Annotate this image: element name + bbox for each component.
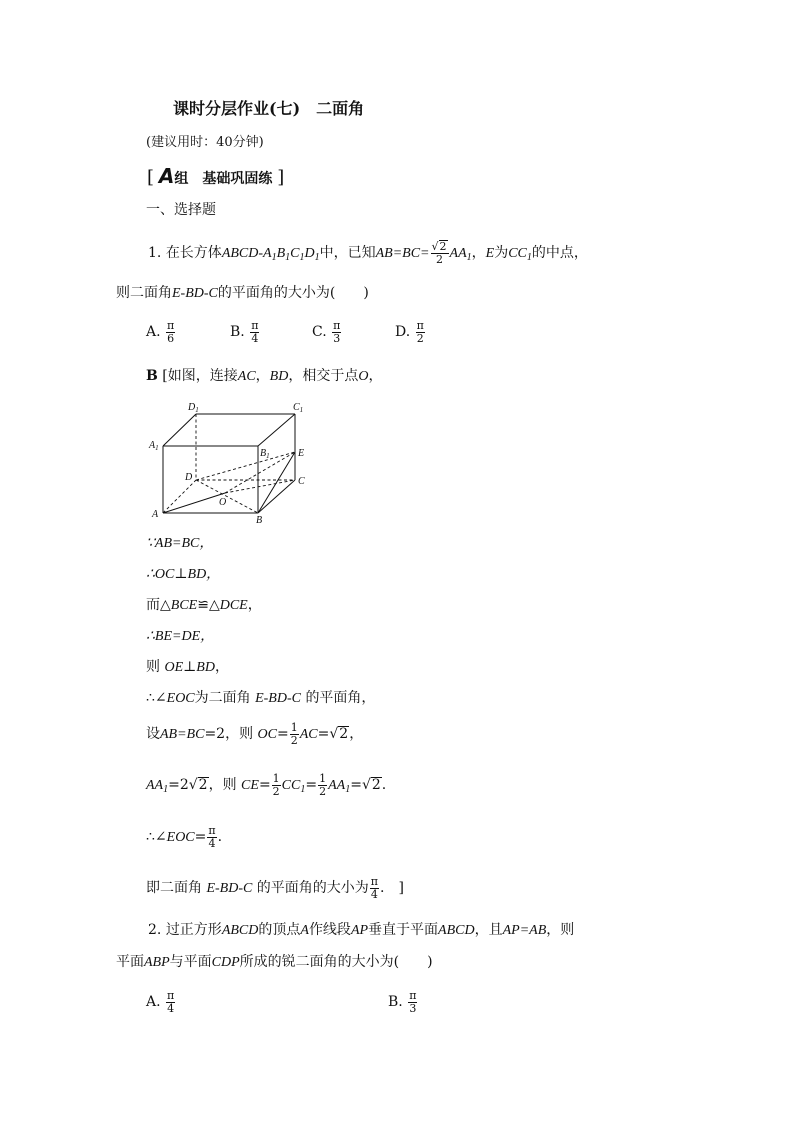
q1-fraction: $\frac{√2}{2}$ bbox=[431, 240, 447, 267]
segment-a-o bbox=[163, 493, 225, 513]
q1-eq: AB=BC= bbox=[375, 245, 430, 261]
solution-step-5: 则 OE⊥BD， bbox=[146, 659, 229, 675]
bracket-close: ] bbox=[277, 167, 285, 188]
group-label: 组 基础巩固练 bbox=[174, 171, 273, 187]
q1-number: 1. bbox=[148, 244, 162, 261]
solution-step-2: ∴OC⊥BD， bbox=[146, 567, 221, 582]
q1-aa: $AA_1$ bbox=[449, 245, 472, 263]
q1-line2: 则二面角E-BD-C的平面角的大小为( ) bbox=[116, 285, 369, 301]
q1-solid: ABCD-$A_1B_1C_1D_1$ bbox=[221, 245, 320, 263]
solution-step-1: ∵AB=BC， bbox=[146, 536, 214, 551]
q1-option-b: B. $\frac{\pi}{4}$ bbox=[230, 319, 259, 345]
solution-step-4: ∴BE=DE， bbox=[146, 629, 215, 644]
diagonal-d-b bbox=[196, 480, 258, 513]
q1-cc: $CC_1$ bbox=[508, 245, 532, 263]
edge-b-c bbox=[258, 480, 295, 513]
q2-line2: 平面ABP与平面CDP所成的锐二面角的大小为( ) bbox=[116, 954, 433, 970]
label-e: E bbox=[298, 448, 305, 459]
q1-option-c: C. $\frac{\pi}{3}$ bbox=[312, 319, 341, 345]
solution-step-3: 而△BCE≌△DCE， bbox=[146, 597, 262, 613]
label-a1: $A_1$ bbox=[149, 440, 159, 452]
segment-b-e bbox=[258, 452, 295, 513]
label-d1: $D_1$ bbox=[188, 402, 199, 414]
suggested-time: (建议用时：40分钟) bbox=[146, 135, 264, 150]
solution-step-6: ∴∠EOC为二面角 E-BD-C 的平面角， bbox=[146, 690, 376, 706]
label-c1: $C_1$ bbox=[293, 402, 304, 414]
group-letter: A bbox=[158, 164, 175, 188]
q1-answer-letter: B bbox=[146, 368, 158, 384]
label-a: A bbox=[152, 509, 159, 520]
q1-line1: 1. 在长方体ABCD-$A_1B_1C_1D_1$中，已知AB=BC= $\frac{√2}{2}$ $AA_1$，E为$CC_1$的中点， bbox=[148, 240, 588, 267]
solution-step-7: 设AB=BC=2，则 OC= $\frac{1}{2}$ AC=√2， bbox=[146, 721, 364, 747]
edge-b1-c1 bbox=[258, 414, 295, 446]
q1-text: 在长方体 bbox=[165, 244, 222, 261]
label-o: O bbox=[219, 497, 227, 508]
q1-answer-line: B [如图，连接AC，BD，相交于点O， bbox=[146, 368, 383, 384]
solution-conclusion: 即二面角 E-BD-C 的平面角的大小为 $\frac{\pi}{4}$ . ] bbox=[146, 875, 404, 901]
q1-option-a: A. $\frac{\pi}{6}$ bbox=[146, 319, 175, 345]
q1-text: 中，已知 bbox=[319, 244, 376, 261]
q2-number: 2. bbox=[148, 922, 162, 938]
bracket-open: [ bbox=[147, 167, 155, 188]
label-b: B bbox=[256, 515, 263, 526]
label-c: C bbox=[298, 476, 305, 487]
q1-dihedral: E-BD-C bbox=[172, 286, 218, 301]
label-b1: $B_1$ bbox=[260, 448, 270, 460]
q2-line1: 2. 过正方形ABCD的顶点A作线段AP垂直于平面ABCD，且AP=AB，则 bbox=[148, 922, 575, 938]
solution-step-8: $AA_1=2√2$，则 CE= $\frac{1}{2}$ $CC_1=$ $\frac{1}{2}$ $AA_1=√2$. bbox=[146, 772, 387, 798]
cuboid-figure bbox=[145, 398, 315, 526]
q1-e: E bbox=[485, 245, 495, 261]
q2-option-b: B. $\frac{\pi}{3}$ bbox=[388, 989, 417, 1015]
edge-a1-d1 bbox=[163, 414, 196, 446]
group-a-heading bbox=[147, 166, 284, 187]
solution-step-9: ∴∠EOC= $\frac{\pi}{4}$ . bbox=[146, 824, 223, 850]
q1-option-d: D. $\frac{\pi}{2}$ bbox=[395, 319, 424, 345]
q2-option-a: A. $\frac{\pi}{4}$ bbox=[146, 989, 175, 1015]
section-heading: 一、选择题 bbox=[146, 202, 216, 218]
label-d: D bbox=[185, 472, 193, 483]
page-title: 课时分层作业(七) 二面角 bbox=[173, 99, 365, 118]
